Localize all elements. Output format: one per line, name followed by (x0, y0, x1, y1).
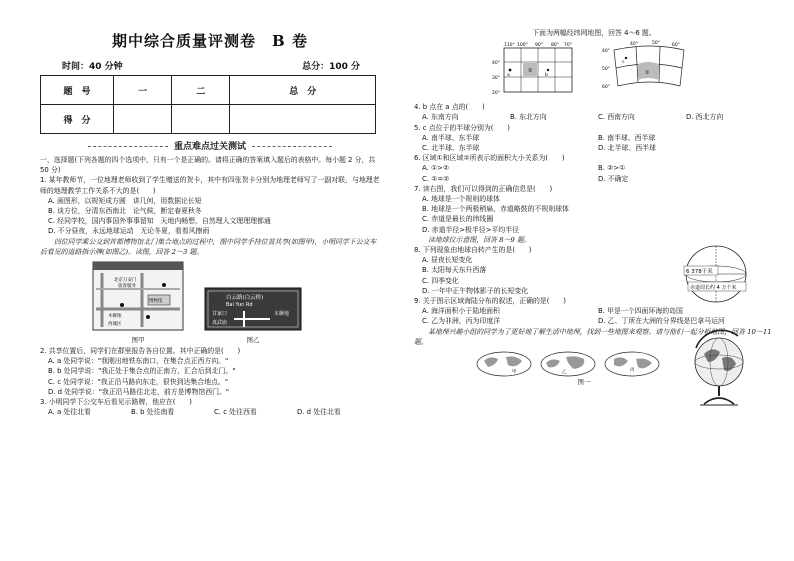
svg-text:b: b (545, 73, 548, 79)
question-4-option: A. 东南方向 (422, 113, 459, 122)
lon-label: 50° (652, 41, 660, 47)
map-label: 甲 (512, 370, 517, 376)
question-7-option: A. 地球是一个规则的球体 (422, 195, 500, 204)
sign-label: 甘家口 (212, 311, 228, 318)
graticule-map-1 (490, 40, 576, 98)
figure-a (92, 261, 184, 344)
map-label: 西城区 (108, 322, 122, 328)
section-heading (40, 139, 380, 152)
sign-label: 真武庙 (212, 320, 228, 327)
score-table-header-row (41, 76, 376, 105)
question-7: 7. 读右图，我们可以得到的正确信息是( ) (414, 184, 553, 193)
lon-label: 60° (672, 43, 680, 49)
question-9-option: C. 乙为非洲，丙为印度洋 (422, 317, 501, 326)
question-6-options (414, 163, 774, 173)
map-label: 旅客服务 (118, 284, 136, 290)
lat-label: 20° (492, 91, 500, 97)
question-2: 2. 共享位置后，同学们在群里报告各自位置。其中正确的是( ) (40, 347, 241, 356)
question-3-option: D. d 处往北看 (297, 408, 341, 417)
left-column (40, 30, 380, 417)
question-3-option: A. a 处往北看 (48, 408, 91, 417)
svg-text:c: c (622, 60, 625, 66)
question-8-options (414, 255, 664, 296)
earth-radius-label: 6 378千米 (686, 269, 713, 275)
svg-text:a: a (507, 73, 510, 79)
question-6: 6. 区域①和区域②所表示的面积大小关系为( ) (414, 154, 565, 163)
map-label: 乙 (562, 370, 567, 376)
lon-label: 100° (517, 43, 528, 49)
question-9-options (414, 306, 774, 316)
question-5: 5. c 点位于的半球分别为( ) (414, 123, 510, 132)
sign-label: 木樨地 (274, 311, 290, 318)
question-5-option: A. 南半球、东半球 (422, 133, 480, 142)
globe-reading: 读地球仪示意图，回答 8～9 题。 (428, 235, 531, 244)
location-share-map (92, 261, 184, 331)
earth-shape-figure (676, 244, 754, 306)
lon-label: 80° (551, 43, 559, 49)
question-1-option: B. 谈方位，分清东西南北 论气候，断定春夏秋冬 (48, 207, 202, 216)
question-4-options (414, 112, 774, 122)
question-7-option: B. 地球是一个两极稍扁、赤道略鼓的不规则球体 (422, 205, 569, 214)
question-2-option: B. b 处同学说："我正处于集合点的正南方，汇合后到北门。" (48, 367, 236, 376)
question-4-option: B. 东北方向 (510, 113, 547, 122)
score-table (40, 75, 376, 134)
sign-label: 白云路(白云桥) (226, 295, 264, 302)
question-9-option: A. 海洋面积小于陆地面积 (422, 307, 500, 316)
question-7-option: C. 赤道是最长的纬线圈 (422, 215, 494, 224)
question-8-option: D. 一年中正午物体影子的长短变化 (422, 286, 529, 295)
question-6-option: A. ①>② (422, 164, 450, 173)
svg-text:①: ① (645, 70, 650, 77)
question-2-option: D. d 处同学说："我正沿马路往北走，前方是博物馆西门。" (48, 387, 230, 396)
question-1: 1. 某年教师节，一位地理老师收到了学生赠送的贺卡，其中有四张贺卡分别为地理老师写了一副对联，与地理老师的地理教学工作关系不大的是( ) (40, 176, 380, 195)
figure-b-caption: 图乙 (246, 336, 260, 345)
map-label: 北京万安门 (114, 278, 137, 284)
question-9-option: D. 乙、丁所在大洲的分界线是巴拿马运河 (598, 317, 725, 326)
question-2-option: C. c 处同学说："我正沿马路向东走，很快到达集合地点。" (48, 377, 228, 386)
score-table-score-row (41, 105, 376, 134)
small-world-map (476, 351, 532, 377)
question-1-option: A. 画图形，以规矩成方圆 讲几何，用数据论长短 (48, 196, 202, 205)
question-3-option: C. c 处往西看 (214, 408, 257, 417)
question-9-option: B. 甲是一个四面环海的岛国 (598, 307, 683, 316)
question-8-option: A. 昼夜长短变化 (422, 256, 473, 265)
score-input-cell[interactable] (114, 105, 172, 134)
question-4-option: D. 西北方向 (686, 113, 724, 122)
sign-label: Bai Yun Rd (226, 302, 253, 309)
page-title: 期中综合质量评测卷 B 卷 (112, 32, 308, 50)
svg-text:②: ② (528, 68, 533, 75)
score-header-cell: 题 号 (41, 76, 114, 105)
globe-icon (686, 328, 752, 408)
lat-label: 40° (492, 61, 500, 67)
lon-label: 70° (564, 43, 572, 49)
score-input-cell[interactable] (230, 105, 376, 134)
lat-label: 50° (602, 67, 610, 73)
time-label: 时间：40 分钟 (62, 62, 123, 72)
question-6-option: B. ②>① (598, 164, 626, 173)
question-5-option: C. 北半球、东半球 (422, 144, 480, 153)
question-6-option: C. ①=② (422, 174, 450, 183)
lat-label: 30° (492, 76, 500, 82)
question-7-options (414, 194, 664, 235)
road-sign (204, 287, 302, 331)
lat-label: 60° (602, 85, 610, 91)
question-5-options (414, 143, 774, 153)
question-9-options (414, 316, 774, 326)
figure-1-caption: 图一 (577, 378, 591, 387)
total-score-label: 总分：100 分 (302, 62, 360, 72)
figure-row (92, 261, 380, 344)
lon-label: 90° (535, 43, 543, 49)
score-header-cell: 二 (172, 76, 230, 105)
question-5-options (414, 133, 774, 143)
question-8: 8. 下列现象由地球自转产生的是( ) (414, 246, 532, 255)
equator-length-label: 赤道周长约 4 万千米 (690, 285, 737, 291)
figure-a-caption: 图甲 (131, 336, 145, 345)
lon-label: 40° (630, 42, 638, 48)
map-intro: 下面为两幅经纬网地图，回答 4～6 题。 (532, 29, 656, 37)
question-6-options (414, 174, 774, 184)
small-world-map (540, 351, 596, 377)
question-10-intro: 某地理兴趣小组的同学为了更好地了解生活中地理，找到一些地图来观察。请与他们一起分析地图，回答 10～11 题。 (414, 327, 772, 346)
score-input-cell[interactable] (172, 105, 230, 134)
part1-intro: 一、选择题(下列各题的四个选项中，只有一个是正确的。请将正确的答案填入题后的表格中。每小题 2 分，共 50 分) (40, 156, 376, 175)
question-4: 4. b 点在 a 点的( ) (414, 103, 485, 112)
score-header-cell: 总 分 (230, 76, 376, 105)
reading-passage: 四位同学乘公交到首都博物馆北门集合地点的过程中，图中同学手持位置共享(如图甲)，小明同学下公交车后看见的道路指示牌(如图乙)。读图，回答 2～3 题。 (40, 237, 377, 256)
divider (252, 146, 332, 147)
question-3-option: B. b 处往南看 (131, 408, 175, 417)
section-title: 重点难点过关测试 (173, 142, 246, 152)
divider (88, 146, 168, 147)
graticule-maps (490, 40, 774, 98)
question-1-option: D. 不分昼夜，永远地球运动 无论冬夏，看看风擦雨 (48, 227, 210, 236)
question-8-option: C. 四季变化 (422, 276, 459, 285)
map-label: 木樨地 (108, 314, 122, 320)
question-1-option: C. 经同学校，国内事国外事事留知 天地内畅想，自然理人文理理理都通 (48, 217, 271, 226)
question-6-option: D. 不确定 (598, 174, 629, 183)
question-9: 9. 关于图示区域海陆分布的叙述，正确的是( ) (414, 297, 566, 306)
map-label: 博物馆 (149, 299, 163, 305)
graticule-map-2 (602, 40, 688, 98)
question-2-option: A. a 处同学说："我刚出地铁东南口，在集合点正西方向。" (48, 357, 229, 366)
question-5-option: D. 北半球、西半球 (598, 144, 656, 153)
score-header-cell: 一 (114, 76, 172, 105)
question-3: 3. 小明同学下公交车后看见示路牌，他应在( ) (40, 398, 192, 407)
question-5-option: B. 南半球、西半球 (598, 133, 656, 142)
lat-label: 40° (602, 49, 610, 55)
exam-meta (40, 59, 380, 72)
score-row-label: 得 分 (41, 105, 114, 134)
question-4-option: C. 西南方向 (598, 113, 635, 122)
small-world-map (604, 351, 660, 377)
lon-label: 110° (504, 43, 515, 49)
figure-b (204, 287, 302, 344)
question-3-options (40, 407, 380, 417)
question-8-option: B. 太阳每天东升西落 (422, 266, 487, 275)
question-7-option: D. 赤道半径>极半径>平均半径 (422, 225, 520, 234)
map-label: 丙 (630, 368, 635, 374)
